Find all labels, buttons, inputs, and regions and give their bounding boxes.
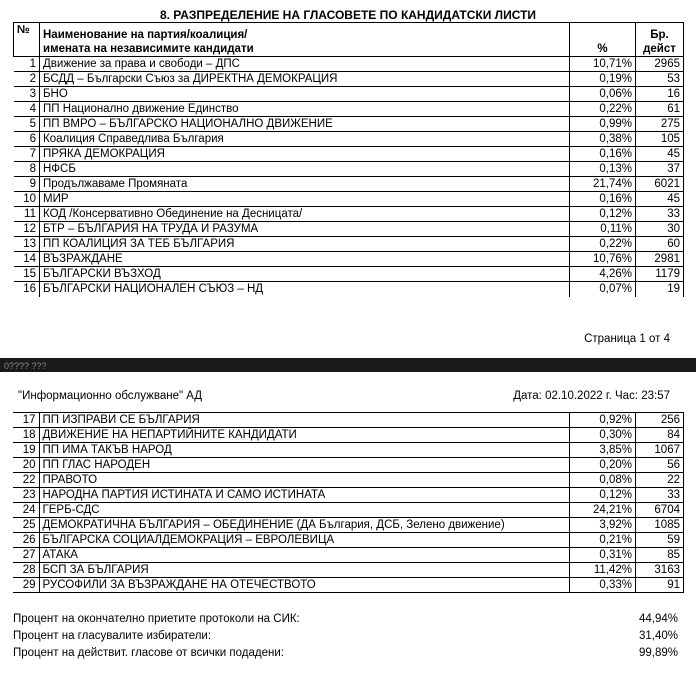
- vote-count: 85: [636, 548, 684, 563]
- vote-percent: 0,07%: [570, 282, 636, 297]
- party-name: ПП Национално движение Единство: [40, 102, 570, 117]
- vote-percent: 10,76%: [570, 252, 636, 267]
- vote-percent: 0,11%: [570, 222, 636, 237]
- party-name: БТР – БЪЛГАРИЯ НА ТРУДА И РАЗУМА: [40, 222, 570, 237]
- party-name: БСДД – Български Съюз за ДИРЕКТНА ДЕМОКРАЦИЯ: [40, 72, 570, 87]
- row-number: 28: [13, 563, 39, 578]
- stat-row: [13, 611, 684, 628]
- vote-count: 37: [636, 162, 684, 177]
- party-name: ПП ИМА ТАКЪВ НАРОД: [39, 443, 570, 458]
- header-votes-line2: дейст: [643, 43, 676, 55]
- party-name: РУСОФИЛИ ЗА ВЪЗРАЖДАНЕ НА ОТЕЧЕСТВОТО: [39, 578, 570, 593]
- vote-percent: 0,12%: [570, 488, 636, 503]
- stat-label: Процент на действит. гласове от всички подадени:: [13, 647, 284, 659]
- party-name: Движение за права и свободи – ДПС: [40, 57, 570, 72]
- party-name: БСП ЗА БЪЛГАРИЯ: [39, 563, 570, 578]
- vote-percent: 0,06%: [570, 87, 636, 102]
- row-number: 2: [14, 72, 40, 87]
- table-row: [13, 548, 684, 563]
- table-row: [14, 147, 684, 162]
- vote-percent: 0,38%: [570, 132, 636, 147]
- row-number: 26: [13, 533, 39, 548]
- stat-label: Процент на окончателно приетите протоколи на СИК:: [13, 613, 300, 625]
- vote-count: 61: [636, 102, 684, 117]
- vote-count: 59: [636, 533, 684, 548]
- row-number: 11: [14, 207, 40, 222]
- vote-count: 6021: [636, 177, 684, 192]
- party-name: АТАКА: [39, 548, 570, 563]
- vote-percent: 0,22%: [570, 237, 636, 252]
- vote-percent: 0,22%: [570, 102, 636, 117]
- vote-percent: 0,16%: [570, 192, 636, 207]
- row-number: 13: [14, 237, 40, 252]
- row-number: 19: [13, 443, 39, 458]
- party-name: НАРОДНА ПАРТИЯ ИСТИНАТА И САМО ИСТИНАТА: [39, 488, 570, 503]
- vote-count: 19: [636, 282, 684, 297]
- party-name: БЪЛГАРСКА СОЦИАЛДЕМОКРАЦИЯ – ЕВРОЛЕВИЦА: [39, 533, 570, 548]
- vote-count: 91: [636, 578, 684, 593]
- table-row: [14, 72, 684, 87]
- summary-stats: [13, 611, 684, 662]
- table-row: [13, 473, 684, 488]
- separator-text: 0???? ???: [4, 361, 47, 371]
- table-row: [13, 413, 684, 428]
- header-name: [40, 23, 570, 57]
- date-time-label: Дата: 02.10.2022 г. Час: 23:57: [513, 390, 670, 402]
- row-number: 24: [13, 503, 39, 518]
- stat-value: 44,94%: [638, 613, 678, 625]
- row-number: 3: [14, 87, 40, 102]
- vote-count: 1067: [636, 443, 684, 458]
- page-separator: [0, 358, 696, 372]
- party-name: БНО: [40, 87, 570, 102]
- table-row: [14, 222, 684, 237]
- vote-percent: 0,21%: [570, 533, 636, 548]
- header-name-line1: Наименование на партия/коалиция/: [43, 29, 248, 41]
- vote-percent: 0,19%: [570, 72, 636, 87]
- table-row: [14, 192, 684, 207]
- vote-count: 33: [636, 488, 684, 503]
- party-name: ПП КОАЛИЦИЯ ЗА ТЕБ БЪЛГАРИЯ: [40, 237, 570, 252]
- vote-percent: 3,85%: [570, 443, 636, 458]
- vote-percent: 0,30%: [570, 428, 636, 443]
- table-row: [14, 87, 684, 102]
- table-row: [14, 132, 684, 147]
- row-number: 20: [13, 458, 39, 473]
- party-name: ДВИЖЕНИЕ НА НЕПАРТИЙНИТЕ КАНДИДАТИ: [39, 428, 570, 443]
- header-name-line2: имената на независимите кандидати: [43, 43, 254, 55]
- party-name: ДЕМОКРАТИЧНА БЪЛГАРИЯ – ОБЕДИНЕНИЕ (ДА България, ДСБ, Зелено движение): [39, 518, 570, 533]
- vote-percent: 0,08%: [570, 473, 636, 488]
- vote-percent: 0,13%: [570, 162, 636, 177]
- party-name: БЪЛГАРСКИ НАЦИОНАЛЕН СЪЮЗ – НД: [40, 282, 570, 297]
- vote-count: 56: [636, 458, 684, 473]
- vote-count: 3163: [636, 563, 684, 578]
- row-number: 1: [14, 57, 40, 72]
- vote-count: 53: [636, 72, 684, 87]
- vote-count: 105: [636, 132, 684, 147]
- party-name: КОД /Консервативно Обединение на Десницата/: [40, 207, 570, 222]
- vote-percent: 11,42%: [570, 563, 636, 578]
- row-number: 29: [13, 578, 39, 593]
- vote-percent: 0,16%: [570, 147, 636, 162]
- row-number: 4: [14, 102, 40, 117]
- vote-count: 30: [636, 222, 684, 237]
- party-name: БЪЛГАРСКИ ВЪЗХОД: [40, 267, 570, 282]
- row-number: 12: [14, 222, 40, 237]
- table-header-row: [14, 23, 684, 57]
- vote-count: 33: [636, 207, 684, 222]
- table-row: [13, 458, 684, 473]
- row-number: 6: [14, 132, 40, 147]
- vote-count: 84: [636, 428, 684, 443]
- stat-value: 99,89%: [638, 647, 678, 659]
- vote-count: 256: [636, 413, 684, 428]
- table-row: [13, 533, 684, 548]
- row-number: 25: [13, 518, 39, 533]
- row-number: 23: [13, 488, 39, 503]
- vote-count: 275: [636, 117, 684, 132]
- vote-percent: 0,31%: [570, 548, 636, 563]
- row-number: 27: [13, 548, 39, 563]
- provider-label: "Информационно обслужване" АД: [18, 390, 203, 402]
- vote-count: 2981: [636, 252, 684, 267]
- party-name: Продължаваме Промяната: [40, 177, 570, 192]
- vote-count: 2965: [636, 57, 684, 72]
- vote-percent: 3,92%: [570, 518, 636, 533]
- vote-count: 45: [636, 147, 684, 162]
- party-name: ПРАВОТО: [39, 473, 570, 488]
- party-name: ГЕРБ-СДС: [39, 503, 570, 518]
- row-number: 10: [14, 192, 40, 207]
- row-number: 14: [14, 252, 40, 267]
- party-name: Коалиция Справедлива България: [40, 132, 570, 147]
- party-name: ПРЯКА ДЕМОКРАЦИЯ: [40, 147, 570, 162]
- table-row: [14, 267, 684, 282]
- vote-count: 6704: [636, 503, 684, 518]
- party-name: МИР: [40, 192, 570, 207]
- vote-count: 45: [636, 192, 684, 207]
- table-row: [13, 503, 684, 518]
- header-num: №: [14, 23, 40, 57]
- vote-count: 16: [636, 87, 684, 102]
- vote-count: 60: [636, 237, 684, 252]
- table-row: [14, 237, 684, 252]
- party-name: ПП ВМРО – БЪЛГАРСКО НАЦИОНАЛНО ДВИЖЕНИЕ: [40, 117, 570, 132]
- vote-percent: 4,26%: [570, 267, 636, 282]
- table-row: [13, 578, 684, 593]
- table-row: [14, 252, 684, 267]
- vote-percent: 10,71%: [570, 57, 636, 72]
- stat-row: [13, 628, 684, 645]
- party-name: ПП ГЛАС НАРОДЕН: [39, 458, 570, 473]
- table-row: [13, 443, 684, 458]
- results-table-page1: [13, 22, 684, 297]
- table-row: [14, 177, 684, 192]
- table-row: [14, 57, 684, 72]
- row-number: 9: [14, 177, 40, 192]
- table-row: [14, 162, 684, 177]
- header-votes-line1: Бр.: [650, 29, 669, 41]
- party-name: ВЪЗРАЖДАНЕ: [40, 252, 570, 267]
- vote-percent: 0,33%: [570, 578, 636, 593]
- vote-percent: 0,20%: [570, 458, 636, 473]
- table-row: [14, 102, 684, 117]
- header-votes: [636, 23, 684, 57]
- party-name: НФСБ: [40, 162, 570, 177]
- row-number: 22: [13, 473, 39, 488]
- table-row: [13, 563, 684, 578]
- vote-percent: 21,74%: [570, 177, 636, 192]
- stat-value: 31,40%: [638, 630, 678, 642]
- table-row: [14, 207, 684, 222]
- row-number: 17: [13, 413, 39, 428]
- vote-percent: 24,21%: [570, 503, 636, 518]
- table-row: [13, 428, 684, 443]
- row-number: 7: [14, 147, 40, 162]
- page-number: Страница 1 от 4: [584, 333, 670, 345]
- table-row: [13, 488, 684, 503]
- table-row: [14, 282, 684, 297]
- party-name: ПП ИЗПРАВИ СЕ БЪЛГАРИЯ: [39, 413, 570, 428]
- row-number: 8: [14, 162, 40, 177]
- table-row: [13, 518, 684, 533]
- row-number: 18: [13, 428, 39, 443]
- page-title: 8. РАЗПРЕДЕЛЕНИЕ НА ГЛАСОВЕТЕ ПО КАНДИДАТСКИ ЛИСТИ: [159, 8, 537, 22]
- header-pct: %: [570, 23, 636, 57]
- vote-count: 1085: [636, 518, 684, 533]
- vote-percent: 0,99%: [570, 117, 636, 132]
- row-number: 15: [14, 267, 40, 282]
- row-number: 5: [14, 117, 40, 132]
- results-table-page2: [13, 412, 684, 593]
- table-row: [14, 117, 684, 132]
- stat-label: Процент на гласувалите избиратели:: [13, 630, 212, 642]
- vote-count: 1179: [636, 267, 684, 282]
- stat-row: [13, 645, 684, 662]
- vote-count: 22: [636, 473, 684, 488]
- vote-percent: 0,92%: [570, 413, 636, 428]
- row-number: 16: [14, 282, 40, 297]
- vote-percent: 0,12%: [570, 207, 636, 222]
